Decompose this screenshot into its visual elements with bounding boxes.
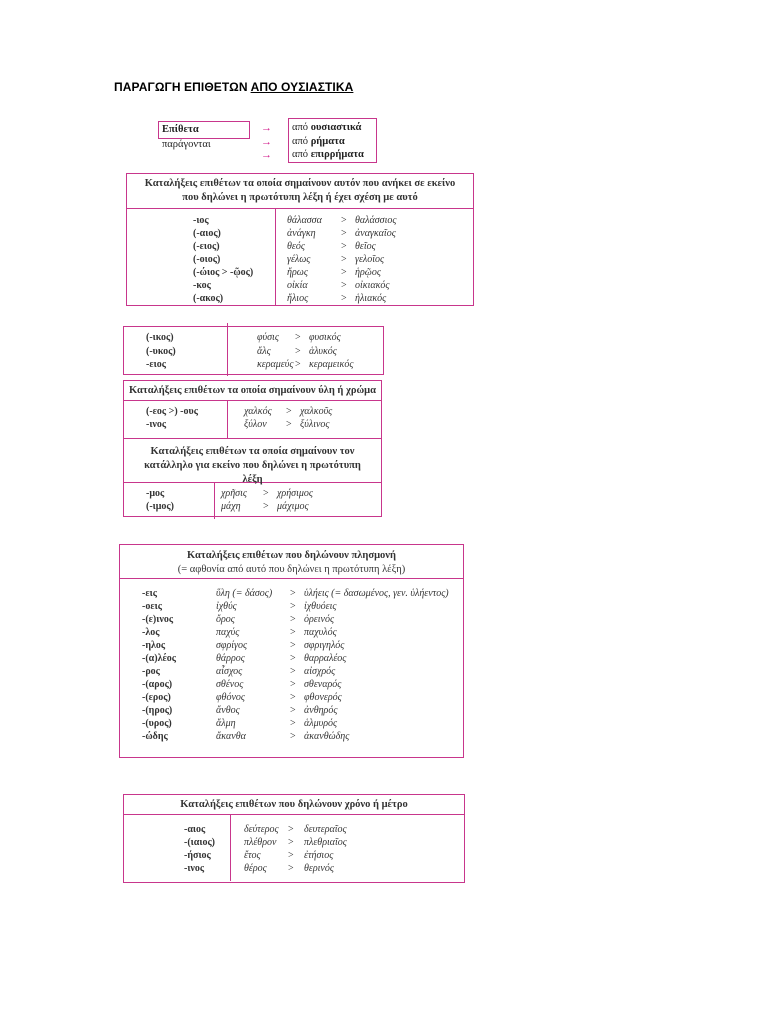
suffix-cell: -ειος bbox=[146, 359, 166, 370]
intro-label-bold: Επίθετα bbox=[162, 124, 199, 135]
base-word: ὄρος bbox=[216, 614, 235, 625]
intro-destination: από επιρρήματα bbox=[292, 149, 364, 160]
intro-label-rest: παράγονται bbox=[162, 139, 211, 150]
table-row bbox=[120, 613, 463, 626]
example-cell bbox=[287, 240, 376, 253]
example-cell bbox=[257, 345, 337, 359]
derivation-sign: > bbox=[341, 215, 347, 226]
derived-word: ἰχθυόεις bbox=[304, 601, 337, 612]
page-title bbox=[114, 80, 353, 94]
base-word: μάχη bbox=[221, 501, 241, 512]
suffix-cell: (-ικος) bbox=[146, 332, 174, 343]
example-cell bbox=[244, 862, 334, 875]
table-row bbox=[127, 292, 473, 305]
suffix-cell: -λος bbox=[142, 627, 160, 638]
derivation-sign: > bbox=[286, 419, 292, 430]
table-body bbox=[124, 815, 464, 875]
derived-word: ἁλμυρός bbox=[304, 718, 338, 729]
derivation-sign: > bbox=[290, 692, 296, 703]
base-word: ἀνάγκη bbox=[287, 228, 316, 239]
intro-label bbox=[158, 121, 250, 150]
derivation-sign: > bbox=[290, 666, 296, 677]
derived-word: παχυλός bbox=[304, 627, 337, 638]
example-cell bbox=[244, 823, 347, 836]
derived-word: θαλάσσιος bbox=[355, 215, 397, 226]
table-row bbox=[120, 678, 463, 691]
table-row bbox=[124, 849, 464, 862]
base-word: δεύτερος bbox=[244, 824, 279, 835]
table-row bbox=[120, 639, 463, 652]
example-cell bbox=[244, 405, 332, 418]
suffix-cell: -ρος bbox=[142, 666, 160, 677]
derived-word: φθονερός bbox=[304, 692, 342, 703]
example-cell bbox=[216, 587, 449, 600]
suffix-cell: -ινος bbox=[146, 419, 167, 430]
example-cell bbox=[287, 279, 389, 292]
derivation-sign: > bbox=[341, 228, 347, 239]
derivation-sign: > bbox=[290, 718, 296, 729]
derived-word: αἰσχρός bbox=[304, 666, 336, 677]
table-row bbox=[124, 418, 381, 431]
table-row bbox=[120, 704, 463, 717]
base-word: χρῆσις bbox=[221, 488, 247, 499]
intro-destination: από ουσιαστικά bbox=[292, 122, 362, 133]
title-plain: ΠΑΡΑΓΩΓΗ ΕΠΙΘΕΤΩΝ bbox=[114, 80, 251, 94]
base-word: θάλασσα bbox=[287, 215, 322, 226]
example-cell bbox=[216, 730, 349, 743]
example-cell bbox=[216, 678, 341, 691]
table-row bbox=[127, 253, 473, 266]
derivation-sign: > bbox=[295, 345, 301, 357]
suffix-cell: -ηλος bbox=[142, 640, 166, 651]
table-body bbox=[124, 327, 383, 372]
example-cell bbox=[216, 691, 342, 704]
derivation-sign: > bbox=[341, 267, 347, 278]
suffix-cell: -(ιαιος) bbox=[184, 837, 215, 848]
example-cell bbox=[244, 418, 329, 431]
table-row bbox=[120, 691, 463, 704]
derivation-sign: > bbox=[341, 293, 347, 304]
table-row bbox=[120, 587, 463, 600]
derived-word: σφριγηλός bbox=[304, 640, 345, 651]
table-body bbox=[124, 483, 381, 513]
example-cell bbox=[216, 704, 337, 717]
derivation-sign: > bbox=[288, 824, 294, 835]
table-header-line: (= αφθονία από αυτό που δηλώνει η πρωτότυπη λέξη) bbox=[177, 564, 406, 575]
table-row bbox=[120, 665, 463, 678]
suffix-cell: (-εος >) -ους bbox=[146, 406, 198, 417]
suffix-cell: -ήσιος bbox=[184, 850, 211, 861]
suffix-cell: -(α)λέος bbox=[142, 653, 176, 664]
derivation-sign: > bbox=[290, 653, 296, 664]
base-word: ξύλον bbox=[244, 419, 267, 430]
table-header-line: Καταλήξεις επιθέτων που δηλώνουν πλησμονή bbox=[187, 550, 396, 561]
base-word: κεραμεύς bbox=[257, 359, 294, 370]
base-word: σθένος bbox=[216, 679, 244, 690]
example-cell bbox=[216, 652, 346, 665]
derived-word: ἁλυκός bbox=[309, 345, 337, 357]
example-cell bbox=[287, 214, 396, 227]
table-row bbox=[127, 240, 473, 253]
table-row bbox=[124, 500, 381, 513]
arrow-icon: → bbox=[261, 149, 272, 161]
arrow-icon: → bbox=[261, 135, 272, 148]
table-row bbox=[124, 836, 464, 849]
derivation-sign: > bbox=[341, 241, 347, 252]
derived-word: ἀνθηρός bbox=[304, 705, 338, 716]
base-word: ἰχθύς bbox=[216, 601, 237, 612]
derivation-sign: > bbox=[290, 601, 296, 612]
base-word: ἅλς bbox=[257, 345, 271, 357]
table-header bbox=[120, 545, 463, 579]
table-header: Καταλήξεις επιθέτων τα οποία σημαίνουν τον κατάλληλο για εκείνο που δηλώνει η πρωτότυπη λέξη bbox=[124, 438, 381, 483]
base-word: πλέθρον bbox=[244, 837, 277, 848]
example-cell bbox=[216, 665, 335, 678]
base-word: σφρίγος bbox=[216, 640, 248, 651]
intro-arrows bbox=[261, 122, 272, 163]
suffix-cell: -μος bbox=[146, 488, 165, 499]
base-word: αἶσχος bbox=[216, 666, 243, 677]
suffix-cell: (-ώιος > -ῷος) bbox=[193, 267, 254, 278]
derivation-sign: > bbox=[290, 731, 296, 742]
suffix-cell: -(υρος) bbox=[142, 718, 172, 729]
table-belonging bbox=[126, 173, 474, 306]
table-ikos bbox=[123, 326, 384, 375]
arrow-icon: → bbox=[261, 122, 272, 134]
base-word: ἔτος bbox=[244, 850, 261, 861]
example-cell bbox=[287, 266, 381, 279]
table-row bbox=[120, 600, 463, 613]
base-word: φθόνος bbox=[216, 692, 245, 703]
base-word: ἄνθος bbox=[216, 705, 240, 716]
derivation-sign: > bbox=[341, 280, 347, 291]
suffix-cell: -ώδης bbox=[142, 731, 168, 742]
derived-word: ἀναγκαῖος bbox=[355, 228, 396, 239]
derivation-sign: > bbox=[263, 488, 269, 499]
table-row bbox=[127, 227, 473, 240]
derived-word: ἀκανθώδης bbox=[304, 731, 350, 742]
example-cell bbox=[257, 358, 353, 372]
derived-word: δευτεραῖος bbox=[304, 824, 347, 835]
derivation-sign: > bbox=[286, 406, 292, 417]
derivation-sign: > bbox=[290, 679, 296, 690]
table-row bbox=[120, 652, 463, 665]
derivation-sign: > bbox=[290, 588, 296, 599]
example-cell bbox=[216, 717, 337, 730]
suffix-cell: (-οιος) bbox=[193, 254, 221, 265]
derivation-sign: > bbox=[290, 627, 296, 638]
suffix-cell: (-ιμος) bbox=[146, 501, 174, 512]
suffix-cell: -ινος bbox=[184, 863, 205, 874]
table-row bbox=[124, 405, 381, 418]
derivation-sign: > bbox=[295, 359, 301, 370]
base-word: ἄκανθα bbox=[216, 731, 246, 742]
example-cell bbox=[244, 836, 347, 849]
base-word: θεός bbox=[287, 241, 305, 252]
derivation-sign: > bbox=[288, 863, 294, 874]
table-row bbox=[127, 214, 473, 227]
table-row bbox=[120, 730, 463, 743]
table-row bbox=[124, 823, 464, 836]
derivation-sign: > bbox=[290, 640, 296, 651]
base-word: παχύς bbox=[216, 627, 240, 638]
title-underlined: ΑΠΟ ΟΥΣΙΑΣΤΙΚΑ bbox=[250, 80, 354, 94]
derived-word: σθεναρός bbox=[304, 679, 342, 690]
intro-destinations bbox=[288, 118, 377, 163]
table-body bbox=[124, 401, 381, 438]
suffix-cell: -(ηρος) bbox=[142, 705, 173, 716]
example-cell bbox=[287, 227, 396, 240]
table-header: Καταλήξεις επιθέτων τα οποία σημαίνουν αυτόν που ανήκει σε εκείνο που δηλώνει η πρωτότυπη λέξη ή έχει σχέση με αυτό bbox=[127, 174, 473, 209]
example-cell bbox=[216, 639, 344, 652]
derived-word: ὑλήεις (= δασωμένος, γεν. ὑλήεντος) bbox=[304, 588, 449, 599]
derived-word: ἡλιακός bbox=[355, 293, 387, 304]
example-cell bbox=[257, 331, 341, 345]
base-word: ὕλη (= δάσος) bbox=[216, 588, 273, 599]
table-time-measure bbox=[123, 794, 465, 883]
suffix-cell: -(ερος) bbox=[142, 692, 171, 703]
example-cell bbox=[216, 600, 336, 613]
table-body bbox=[127, 209, 473, 305]
base-word: οἰκία bbox=[287, 280, 308, 291]
derived-word: ἡρῷος bbox=[355, 267, 381, 278]
derived-word: φυσικός bbox=[309, 332, 341, 343]
derived-word: ἐτήσιος bbox=[304, 850, 334, 861]
derived-word: κεραμεικός bbox=[309, 359, 354, 370]
derivation-sign: > bbox=[288, 850, 294, 861]
table-row bbox=[127, 266, 473, 279]
suffix-cell: -ιος bbox=[193, 215, 209, 226]
base-word: ἥρως bbox=[287, 267, 308, 278]
table-row bbox=[124, 487, 381, 500]
derivation-sign: > bbox=[290, 614, 296, 625]
derivation-sign: > bbox=[290, 705, 296, 716]
example-cell bbox=[287, 292, 386, 305]
example-cell bbox=[216, 613, 334, 626]
suffix-cell: -(αρος) bbox=[142, 679, 173, 690]
base-word: ἅλμη bbox=[216, 718, 236, 729]
base-word: χαλκός bbox=[244, 406, 272, 417]
table-row bbox=[127, 279, 473, 292]
table-body bbox=[120, 579, 463, 743]
table-row bbox=[124, 331, 383, 345]
suffix-cell: -(ε)ινος bbox=[142, 614, 174, 625]
derivation-sign: > bbox=[263, 501, 269, 512]
table-header: Καταλήξεις επιθέτων που δηλώνουν χρόνο ή μέτρο bbox=[124, 795, 464, 815]
derived-word: θερινός bbox=[304, 863, 334, 874]
table-row bbox=[120, 626, 463, 639]
example-cell bbox=[287, 253, 384, 266]
derived-word: ξύλινος bbox=[300, 419, 330, 430]
example-cell bbox=[221, 500, 309, 513]
base-word: γέλως bbox=[287, 254, 311, 265]
example-cell bbox=[244, 849, 333, 862]
derived-word: πλεθριαῖος bbox=[304, 837, 347, 848]
derivation-sign: > bbox=[295, 332, 301, 343]
suffix-cell: (-ακος) bbox=[193, 293, 224, 304]
derived-word: οἰκιακός bbox=[355, 280, 390, 291]
table-row bbox=[120, 717, 463, 730]
derived-word: θαρραλέος bbox=[304, 653, 347, 664]
derived-word: χαλκοῦς bbox=[300, 406, 333, 417]
base-word: ἥλιος bbox=[287, 293, 309, 304]
example-cell bbox=[221, 487, 313, 500]
suffix-cell: (-υκος) bbox=[146, 345, 176, 357]
derived-word: γελοῖος bbox=[355, 254, 385, 265]
base-word: θάρρος bbox=[216, 653, 245, 664]
suffix-cell: -εις bbox=[142, 588, 157, 599]
suffix-cell: (-ειος) bbox=[193, 241, 220, 252]
derived-word: χρήσιμος bbox=[277, 488, 313, 499]
base-word: θέρος bbox=[244, 863, 267, 874]
base-word: φύσις bbox=[257, 332, 279, 343]
table-row bbox=[124, 345, 383, 359]
derived-word: ὀρεινός bbox=[304, 614, 335, 625]
example-cell bbox=[216, 626, 337, 639]
table-header: Καταλήξεις επιθέτων τα οποία σημαίνουν ύλη ή χρώμα bbox=[124, 381, 381, 401]
suffix-cell: (-αιος) bbox=[193, 228, 221, 239]
table-row bbox=[124, 862, 464, 875]
derived-word: θεῖος bbox=[355, 241, 376, 252]
suffix-cell: -αιος bbox=[184, 824, 206, 835]
derived-word: μάχιμος bbox=[277, 501, 309, 512]
intro-destination: από ρήματα bbox=[292, 135, 345, 147]
suffix-cell: -κος bbox=[193, 280, 211, 291]
derivation-sign: > bbox=[341, 254, 347, 265]
table-material-suitable bbox=[123, 380, 382, 517]
table-abundance bbox=[119, 544, 464, 758]
derivation-sign: > bbox=[288, 837, 294, 848]
suffix-cell: -οεις bbox=[142, 601, 162, 612]
table-row bbox=[124, 358, 383, 372]
